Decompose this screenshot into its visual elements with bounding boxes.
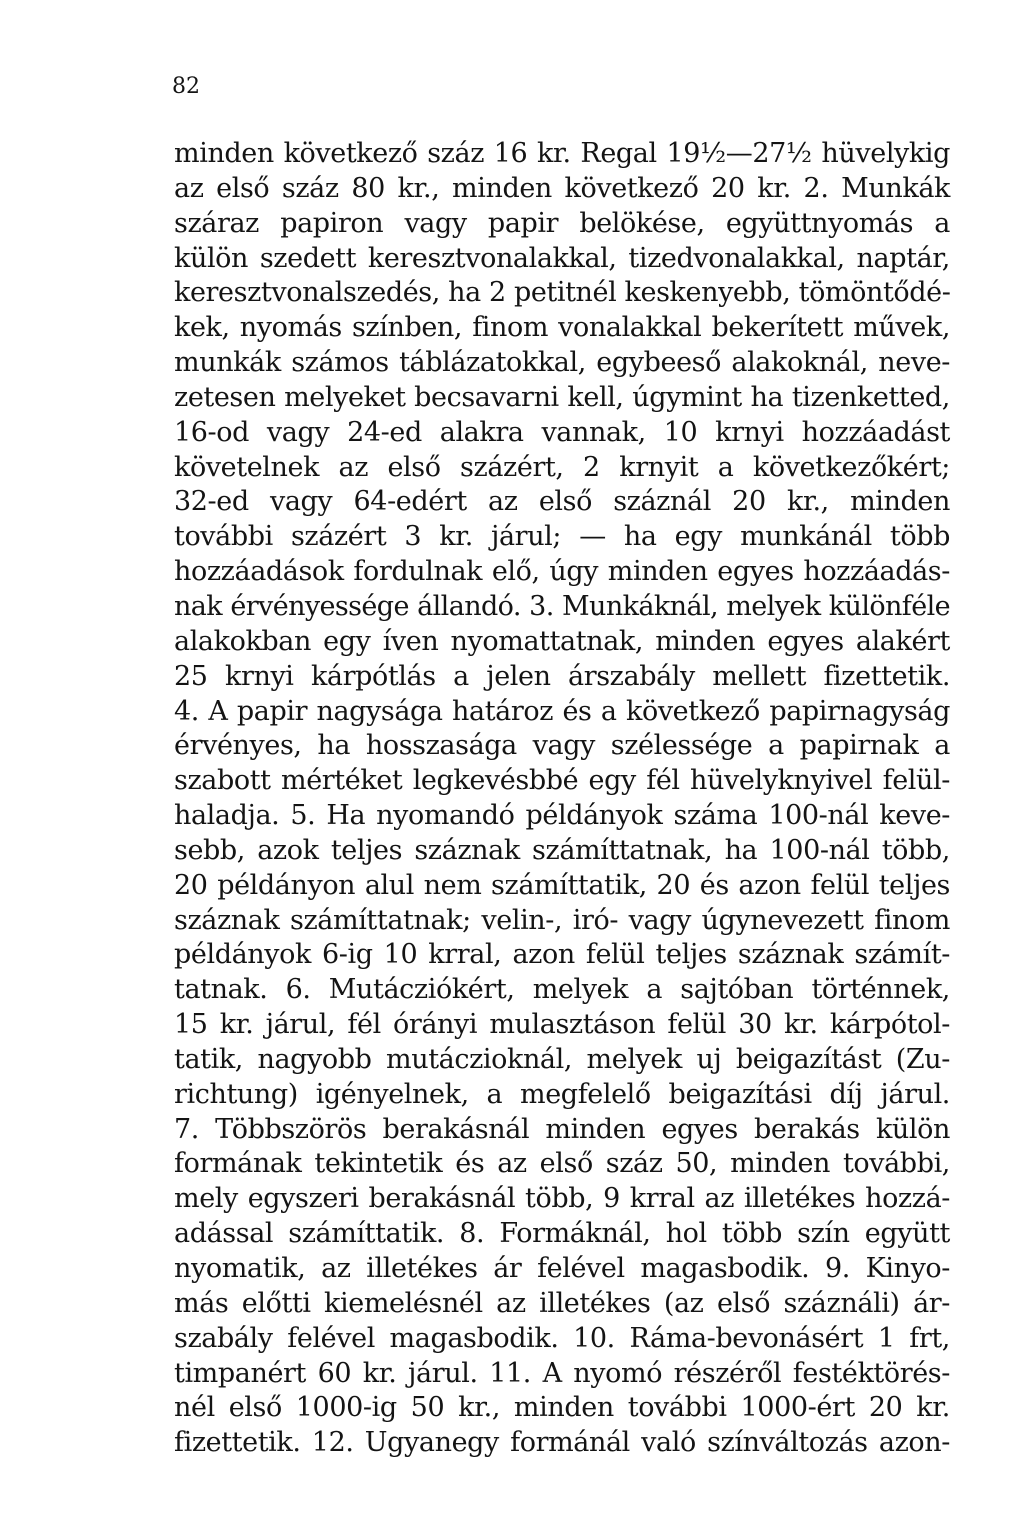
- text-line: nél első 1000-ig 50 kr., minden további 1000-ért 20 kr.: [174, 1392, 950, 1424]
- text-line: tatik, nagyobb mutáczioknál, melyek uj beigazítást (Zu-: [174, 1043, 950, 1075]
- text-line: alakokban egy íven nyomattatnak, minden egyes alakért: [174, 625, 950, 657]
- page-number: 82: [172, 74, 200, 99]
- text-line: zetesen melyeket becsavarni kell, úgymint ha tizenketted,: [174, 381, 950, 413]
- text-line: szabott mértéket legkevésbbé egy fél hüvelyknyivel felül-: [174, 765, 950, 797]
- text-line: tatnak. 6. Mutácziókért, melyek a sajtóban történnek,: [174, 974, 950, 1006]
- text-line: formának tekintetik és az első száz 50, minden további,: [174, 1148, 950, 1180]
- text-line: 16-od vagy 24-ed alakra vannak, 10 krnyi hozzáadást: [174, 416, 950, 448]
- text-line: 20 példányon alul nem számíttatik, 20 és azon felül teljes: [174, 869, 950, 901]
- text-line: sebb, azok teljes száznak számíttatnak, ha 100-nál több,: [174, 834, 950, 866]
- body-text: [174, 137, 950, 1461]
- text-line: 15 kr. járul, fél órányi mulasztáson felül 30 kr. kárpótol-: [174, 1009, 950, 1041]
- text-line: 32-ed vagy 64-edért az első száznál 20 kr., minden: [174, 486, 950, 518]
- text-line: adással számíttatik. 8. Formáknál, hol több szín együtt: [174, 1218, 950, 1250]
- text-line: nyomatik, az illetékes ár felével magasbodik. 9. Kinyo-: [174, 1253, 950, 1284]
- text-line: munkák számos táblázatokkal, egybeeső alakoknál, neve-: [174, 347, 950, 379]
- text-line: további százért 3 kr. járul; — ha egy munkánál több: [174, 521, 950, 553]
- text-line: nak érvényessége állandó. 3. Munkáknál, melyek különféle: [174, 590, 950, 622]
- text-line: száznak számíttatnak; velin-, iró- vagy úgynevezett finom: [174, 904, 950, 936]
- text-line: mely egyszeri berakásnál több, 9 krral az illetékes hozzá-: [174, 1183, 950, 1215]
- text-line: 7. Többszörös berakásnál minden egyes berakás külön: [174, 1113, 950, 1145]
- text-line: 25 krnyi kárpótlás a jelen árszabály mellett fizettetik.: [174, 660, 950, 692]
- text-line: minden következő száz 16 kr. Regal 19½—27½ hüvelykig: [174, 138, 950, 169]
- text-line: haladja. 5. Ha nyomandó példányok száma 100-nál keve-: [174, 800, 950, 832]
- text-line: érvényes, ha hosszasága vagy szélessége a papirnak a: [174, 730, 950, 762]
- text-line: külön szedett keresztvonalakkal, tizedvonalakkal, naptár,: [174, 242, 950, 274]
- text-line: más előtti kiemelésnél az illetékes (az első száználi) ár-: [174, 1287, 950, 1319]
- text-line: fizettetik. 12. Ugyanegy formánál való színváltozás azon-: [174, 1427, 950, 1459]
- text-line: hozzáadások fordulnak elő, úgy minden egyes hozzáadás-: [174, 556, 950, 588]
- text-line: szabály felével magasbodik. 10. Ráma-bevonásért 1 frt,: [174, 1322, 950, 1354]
- text-line: richtung) igényelnek, a megfelelő beigazítási díj járul.: [174, 1078, 950, 1110]
- text-line: követelnek az első százért, 2 krnyit a következőkért;: [174, 451, 950, 483]
- text-line: kek, nyomás színben, finom vonalakkal bekerített művek,: [174, 312, 950, 344]
- text-line: 4. A papir nagysága határoz és a következő papirnagyság: [174, 695, 950, 727]
- text-line: száraz papiron vagy papir belökése, együttnyomás a: [174, 207, 950, 239]
- text-line: timpanért 60 kr. járul. 11. A nyomó részéről festéktörés-: [174, 1357, 950, 1389]
- text-line: az első száz 80 kr., minden következő 20 kr. 2. Munkák: [174, 172, 950, 204]
- text-line: példányok 6-ig 10 krral, azon felül teljes száznak számít-: [174, 939, 950, 971]
- text-line: keresztvonalszedés, ha 2 petitnél keskenyebb, tömöntődé-: [174, 277, 951, 309]
